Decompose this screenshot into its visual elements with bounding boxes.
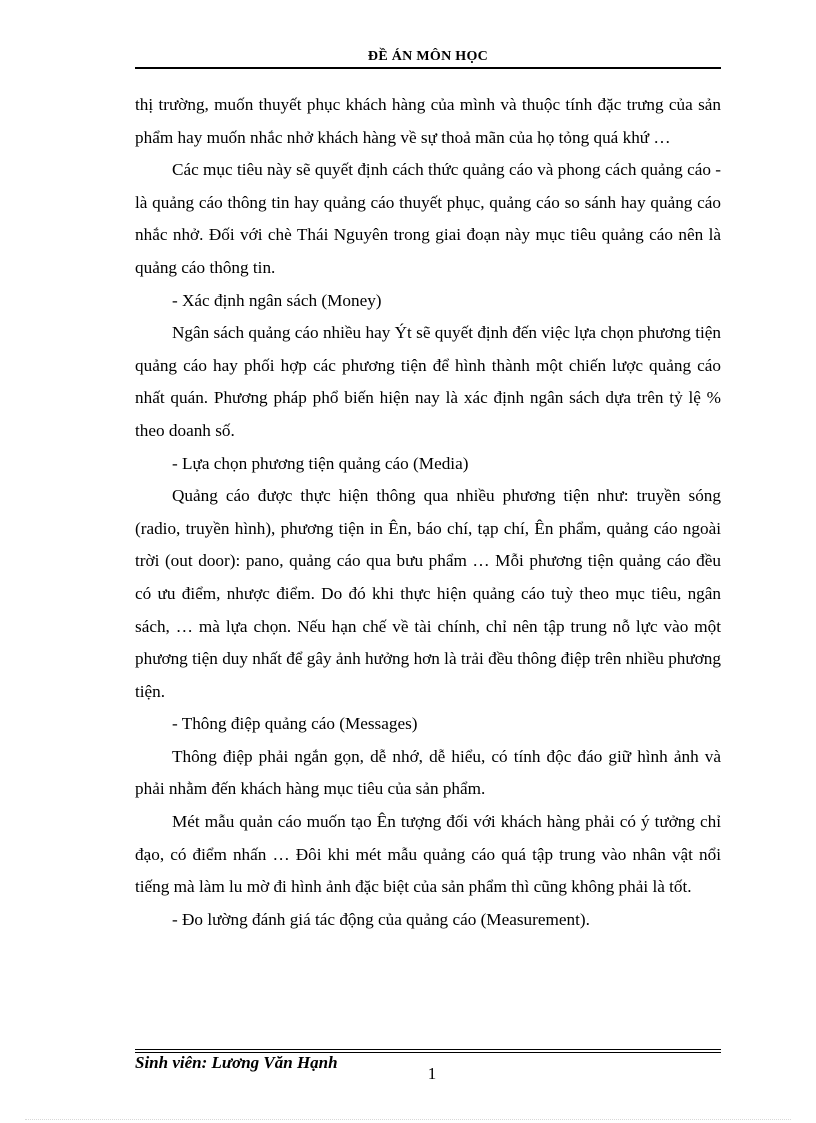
page-number: 1 [427,1064,437,1083]
paragraph-messages: Thông điệp phải ngắn gọn, dễ nhớ, dễ hiểu, có tính độc đáo giữ hình ảnh và phải nhằm đến khách hàng mục tiêu của sản phẩm. [135,746,721,799]
header-divider [135,67,721,69]
paragraph-continuation: thị trường, muốn thuyết phục khách hàng của mình và thuộc tính đặc trưng của sản phẩm hay muốn nhắc nhở khách hàng về sự thoả mãn của họ tỏng quá khứ … [135,95,721,147]
footer-divider-top [135,1049,721,1050]
body-text [135,89,721,936]
footer-author: Sinh viên: Lương Văn Hạnh [135,1053,338,1072]
heading-measurement: - Đo lường đánh giá tác động của quảng cáo (Measurement). [172,909,590,929]
paragraph-ad-sample: Mét mẫu quản cáo muốn tạo Ên tượng đối với khách hàng phải có ý tưởng chỉ đạo, có điểm nhấn … Đôi khi mét mẫu quảng cáo quá tập trung vào nhân vật nổi tiếng mà làm lu mờ đi hình ảnh đặc biệt của sản phẩm thì cũng không phải là tốt. [135,812,721,897]
paragraph-budget: Ngân sách quảng cáo nhiều hay Ýt sẽ quyết định đến việc lựa chọn phương tiện quảng cáo hay phối hợp các phương tiện để hình thành một chiến lược quảng cáo nhất quán. Phương pháp phổ biến hiện nay là xác định ngân sách dựa trên tỷ lệ % theo doanh số. [135,323,721,440]
header-title: ĐỀ ÁN MÔN HỌC [367,49,489,64]
heading-messages: - Thông điệp quảng cáo (Messages) [172,714,418,734]
paragraph-objectives: Các mục tiêu này sẽ quyết định cách thức quảng cáo và phong cách quảng cáo - là quảng cáo thông tin hay quảng cáo thuyết phục, quảng cáo so sánh hay quảng cáo nhắc nhở. Đối với chè Thái Nguyên trong giai đoạn này mục tiêu quảng cáo nên là quảng cáo thông tin. [135,160,721,277]
page-bottom-border [25,1119,791,1120]
heading-media: - Lựa chọn phương tiện quảng cáo (Media) [172,453,469,473]
heading-money: - Xác định ngân sách (Money) [172,290,382,310]
paragraph-media: Quảng cáo được thực hiện thông qua nhiều phương tiện như: truyền sóng (radio, truyền hình), phương tiện in Ên, báo chí, tạp chí, Ên phẩm, quảng cáo ngoài trời (out door): pano, quảng cáo qua bưu phẩm … Mỗi phương tiện quảng cáo đều có ưu điểm, nhược điểm. Do đó khi thực hiện quảng cáo tuỳ theo mục tiêu, ngân sách, … mà lựa chọn. Nếu hạn chế về tài chính, chỉ nên tập trung nỗ lực vào một phương tiện duy nhất để gây ảnh hưởng hơn là trải đều thông điệp trên nhiều phương tiện. [135,486,721,701]
